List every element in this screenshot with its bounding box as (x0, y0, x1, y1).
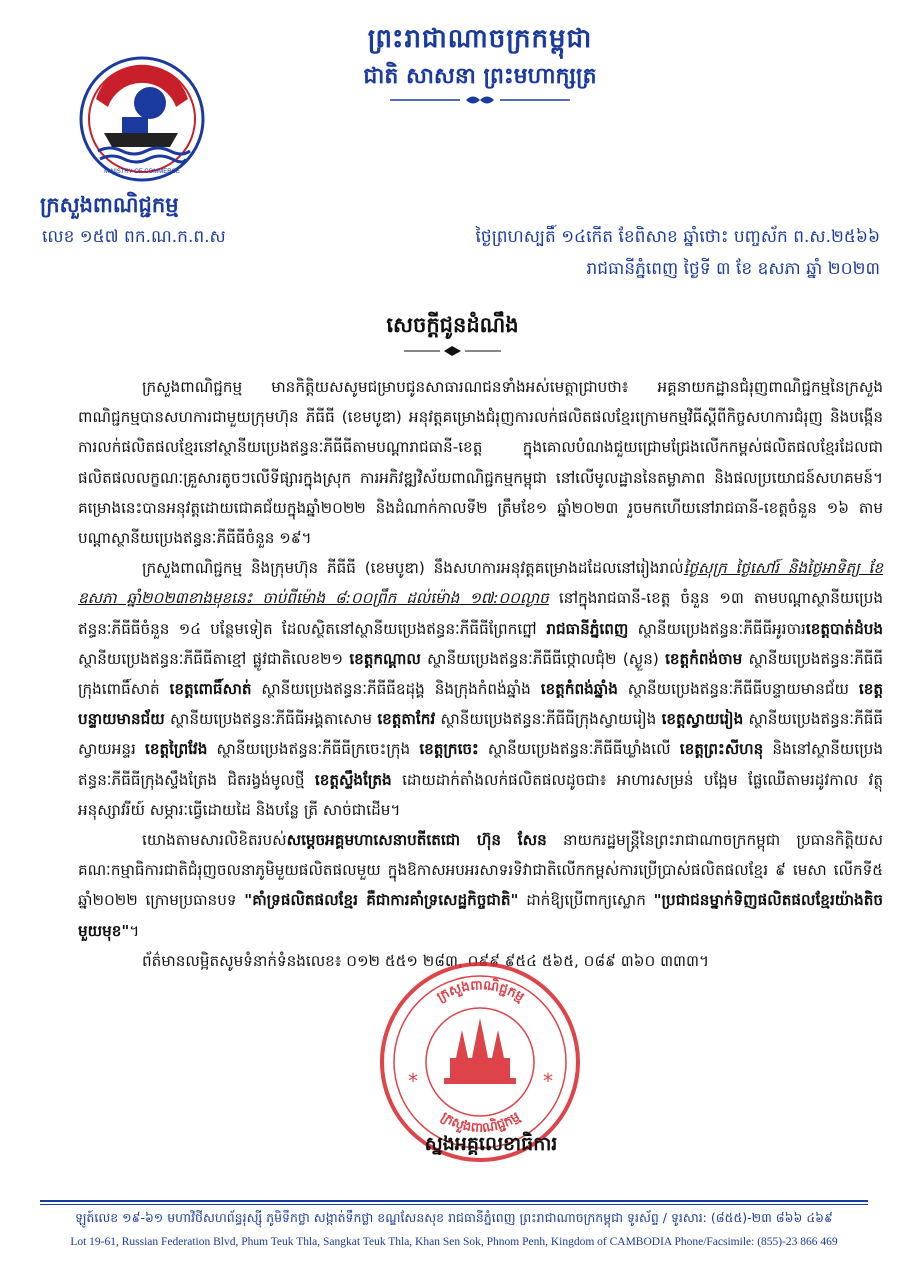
p2-text: ស្ថានីយប្រេងឥន្ធនៈភីធីធីបន្ទាយមានជ័យ (617, 680, 859, 699)
document-title: សេចក្តីជូនដំណឹង (386, 312, 519, 337)
location-kampong-cham: ខេត្តកំពង់ចាម (665, 649, 743, 668)
national-motto: ជាតិ សាសនា ព្រះមហាក្សត្រ (363, 63, 597, 89)
paragraph-1: ក្រសួងពាណិជ្ជកម្ម មានកិត្តិយសសូមជម្រាបជូនសាធារណជនទាំងអស់មេត្តាជ្រាបថា៖ អគ្គនាយកដ្ឋានជំរុញពាណិជ្ជកម្មនៃក្រសួងពាណិជ្ជកម្មបានសហការជាមួយក្រុមហ៊ុន ភីធីធី (ខេមបូឌា) អនុវត្តគម្រោងជំរុញការលក់ផលិតផលខ្មែរក្រោមកម្មវិធីស្តីពីកិច្ចសហការជំរុញ និងបង្កើនការលក់ផលិតផលខ្មែរនៅស្ថានីយប្រេងឥន្ធនៈភីធីធីតាមបណ្តារាជធានី-ខេត្ត ក្នុងគោលបំណងជួយជ្រោមជ្រែងលើកកម្ពស់ផលិតផលខ្មែរដែលជាផលិតផលលក្ខណៈគ្រួសារតូចៗលើទីផ្សារក្នុងស្រុក ការអភិវឌ្ឍវិស័យពាណិជ្ជកម្មកម្ពុជា នៅលើមូលដ្ឋាននៃតម្លាភាព និងផលប្រយោជន៍សហគមន៍។ គម្រោងនេះបានអនុវត្តដោយជោគជ័យក្នុងឆ្នាំ២០២២ និងដំណាក់កាលទី២ ត្រឹមខែ១ ឆ្នាំ២០២៣ រួចមកហើយនៅរាជធានី-ខេត្តចំនួន ១៦ តាមបណ្តាស្ថានីយប្រេងឥន្ធនៈភីធីធីចំនួន ១៩។ (78, 378, 883, 548)
slogan-quote: "ប្រជាជនម្នាក់ទិញផលិតផលខ្មែរយ៉ាងតិចមួយមុខ" (78, 891, 883, 940)
svg-text:*: * (408, 1069, 418, 1093)
location-battambang: ខេត្តបាត់ដំបង (805, 619, 883, 638)
p2-text: ស្ថានីយប្រេងឥន្ធនៈភីធីធីអូរចារ (628, 619, 806, 638)
location-phnom-penh: រាជធានីភ្នំពេញ (536, 619, 629, 638)
p2-text: ស្ថានីយប្រេងឥន្ធនៈភីធីធីអង្គតាសោម (164, 710, 378, 729)
p3-text: ។ (129, 921, 140, 940)
p2-text: ស្ថានីយប្រេងឥន្ធនៈភីធីធីថ្កោលជុំ២ (ស្ងួន) (420, 649, 666, 668)
p2-text: ស្ថានីយប្រេងឥន្ធនៈភីធីធីឧដុង្គ និងក្រុងកំពង់ឆ្នាំង (251, 680, 541, 699)
p3-text: ដាក់ឱ្យប្រើពាក្យស្លោក (518, 891, 654, 910)
ministry-name: ក្រសួងពាណិជ្ជកម្ម (40, 192, 179, 217)
svg-text:MINISTRY OF COMMERCE: MINISTRY OF COMMERCE (104, 169, 180, 175)
contact-line: ព័ត៌មានលម្អិតសូមទំនាក់ទំនងលេខ៖ ០១២ ៥៥១ ២៨៣, ០៩៩ ៩៥៤ ៥៦៥, ០៨៩ ៣៦០ ៣៣៣។ (142, 951, 710, 970)
p2-text: ស្ថានីយប្រេងឥន្ធនៈភីធីធីស្វាយអន្ទរ (78, 710, 883, 759)
footer-address-khmer: ឡូត៍លេខ ១៩-៦១ មហាវិថីសហព័ន្ធរុស្ស៊ី ភូមិទឹកថ្លា សង្កាត់ទឹកថ្លា ខណ្ឌសែនសុខ រាជធានីភ្នំពេញ ព្រះរាជាណាចក្រកម្ពុជា ទូរស័ព្ទ / ទូរសារ: (៨៥៥)-២៣ ៨៦៦ ៤៦៩ (75, 1210, 833, 1225)
svg-text:ក្រសួងពាណិជ្ជកម្ម: ក្រសួងពាណិជ្ជកម្ម (434, 978, 527, 1006)
kingdom-heading: ព្រះរាជាណាចក្រកម្ពុជា (367, 24, 593, 54)
reference-number: លេខ ១៥៧ ពក.ណ.ក.ព.ស (42, 227, 226, 247)
p2-text: ដោយដាក់តាំងលក់ផលិតផលដូចជា៖ អាហារសម្រន់ បង្អែម ផ្លែឈើតាមរដូវកាល វត្ថុអនុស្សាវរីយ៍ សម្ភារៈធ្វើដោយដៃ និងបន្លែ ត្រី សាច់ជាដើម។ (78, 770, 883, 819)
p2-text: នៅក្នុងរាជធានី-ខេត្ត ចំនួន ១៣ តាមបណ្តាស្ថានីយប្រេងឥន្ធនៈភីធីធីចំនួន ១៤ បន្ថែមទៀត ដែលស្ថិតនៅស្ថានីយប្រេងឥន្ធនៈភីធីធីព្រែកព្នៅ (78, 589, 883, 638)
location-svay-rieng: ខេត្តស្វាយរៀង (661, 710, 744, 729)
location-banteay-meanchey: ខេត្តបន្ទាយមានជ័យ (78, 680, 883, 729)
footer-divider-thin (40, 1204, 868, 1205)
location-kandal: ខេត្តកណ្តាល (349, 649, 421, 668)
location-pursat: ខេត្តពោធិ៍សាត់ (169, 680, 252, 699)
p2-text: ស្ថានីយប្រេងឥន្ធនៈភីធីធីក្រុងពោធិ៍សាត់ (78, 649, 884, 699)
paragraph-2 (78, 553, 883, 825)
location-kampong-chhnang: ខេត្តកំពង់ឆ្នាំង (540, 680, 618, 699)
svg-text:ក្រសួងពាណិជ្ជកម្ម: ក្រសួងពាណិជ្ជកម្ម (438, 1109, 523, 1137)
p3-text: យោងតាមសារលិខិតរបស់ (142, 831, 287, 850)
paragraph-3 (78, 825, 883, 946)
p3-text: នាយករដ្ឋមន្ត្រីនៃព្រះរាជាណាចក្រកម្ពុជា ប្រធានកិត្តិយសគណៈកម្មាធិការជាតិជំរុញចលនាភូមិមួយផលិតផលមួយ ក្នុងឱកាសអបអរសាទរទិវាជាតិលើកកម្ពស់ការប្រើប្រាស់ផលិតផលខ្មែរ ៩ មេសា លើកទី៥ ឆ្នាំ២០២២ ក្រោមប្រធានបទ (78, 831, 883, 910)
p2-text: ស្ថានីយប្រេងឥន្ធនៈភីធីធីឃ្លាំងលើ (478, 740, 680, 759)
ministry-logo (78, 55, 206, 183)
p2-text: ស្ថានីយប្រេងឥន្ធនៈភីធីធីក្រចេះក្រុង (207, 740, 420, 759)
location-stung-treng: ខេត្តស្ទឹងត្រែង (314, 770, 392, 789)
header-ornament (380, 93, 580, 107)
schedule-text: ថ្ងៃសុក្រ ថ្ងៃសៅរ៍ និងថ្ងៃអាទិត្យ ខែឧសភា ឆ្នាំ២០២៣ខាងមុខនេះ ចាប់ពីម៉ោង ៨:០០ព្រឹក ដល់ម៉ោង ១៧:០០ល្ងាច (78, 559, 883, 608)
p2-text: ក្រសួងពាណិជ្ជកម្ម និងក្រុមហ៊ុន ភីធីធី (ខេមបូឌា) នឹងសហការអនុវត្តគម្រោងដដែលនៅរៀងរាល់ (142, 559, 684, 578)
location-kratie: ខេត្តក្រចេះ (419, 740, 479, 759)
notice-body (78, 372, 883, 976)
footer-divider (40, 1200, 868, 1202)
p2-text: ស្ថានីយប្រេងឥន្ធនៈភីធីធីក្រុងស្វាយរៀង (435, 710, 662, 729)
footer-address-english: Lot 19-61, Russian Federation Blvd, Phum Teuk Thla, Sangkat Teuk Thla, Khan Sen Sok, Phnom Penh, Kingdom of CAMBODIA Phone/Facsimile: (855)-23 866 469 (70, 1236, 838, 1248)
p2-text: និងនៅស្ថានីយប្រេងឥន្ធនៈភីធីធីក្រុងស្ទឹងត្រែង ជិតរង្វង់មូលថ្មី (78, 740, 884, 789)
svg-text:*: * (543, 1069, 553, 1093)
signatory-title: ស្នងអគ្គលេខាធិការ (424, 1133, 558, 1155)
theme-quote: "គាំទ្រផលិតផលខ្មែរ គឺជាការគាំទ្រសេដ្ឋកិច្ចជាតិ" (244, 891, 519, 910)
p2-text: ស្ថានីយប្រេងឥន្ធនៈភីធីធីតាខ្មៅ ផ្លូវជាតិលេខ២១ (78, 649, 350, 668)
location-prey-veng: ខេត្តព្រៃវែង (145, 740, 208, 759)
prime-minister-name: សម្តេចអគ្គមហាសេនាបតីតេជោ ហ៊ុន សែន (286, 831, 547, 850)
title-ornament (400, 345, 505, 357)
location-sihanoukville: ខេត្តព្រះសីហនុ (679, 740, 764, 759)
location-takeo: ខេត្តតាកែវ (377, 710, 436, 729)
solar-date: រាជធានីភ្នំពេញ ថ្ងៃទី ៣ ខែ ឧសភា ឆ្នាំ ២០២៣ (586, 259, 880, 279)
lunar-date: ថ្ងៃព្រហស្បតិ៍ ១៤កើត ខែពិសាខ ឆ្នាំថោះ បញ្ចស័ក ព.ស.២៥៦៦ (475, 227, 880, 247)
